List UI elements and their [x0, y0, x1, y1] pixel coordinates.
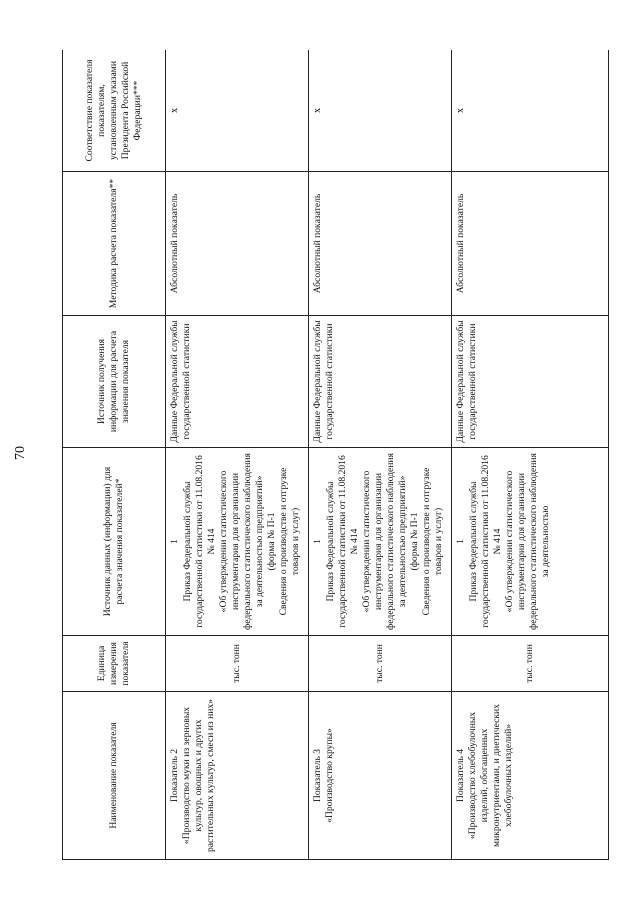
compliance-cell: x	[309, 50, 452, 172]
header-method: Методика расчета показателя**	[63, 172, 166, 316]
table-row	[452, 50, 609, 860]
table-header-row	[63, 50, 166, 860]
source-about: «Об утверждении статистического инструментария для организации федерального статистического наблюдения за деятельностью предприятий»	[217, 453, 265, 630]
source-ref-number: 1	[169, 539, 180, 544]
header-compliance: Соответствие показателя показателям, установленным указами Президента Российской Федерации***	[63, 50, 166, 172]
origin-cell: Данные Федеральной службы государственной статистики	[166, 316, 309, 448]
source-order: Приказ Федеральной службы государственной статистики от 11.08.2016 № 414	[467, 455, 503, 628]
source-order: Приказ Федеральной службы государственной статистики от 11.08.2016 № 414	[181, 455, 217, 628]
unit-cell: тыс. тонн	[452, 636, 609, 692]
indicator-name-cell	[309, 692, 452, 860]
source-cell	[452, 448, 609, 636]
indicator-name-cell	[452, 692, 609, 860]
method-cell: Абсолютный показатель	[166, 172, 309, 316]
indicator-name-cell	[166, 692, 309, 860]
page-number-area	[0, 0, 42, 905]
indicator-name: «Производство муки из зерновых культур, овощных и других растительных культур, смеси из них»	[180, 699, 216, 852]
source-ref-number: 1	[455, 539, 466, 544]
method-cell: Абсолютный показатель	[452, 172, 609, 316]
rotated-table-container	[62, 50, 622, 860]
method-cell: Абсолютный показатель	[309, 172, 452, 316]
unit-cell: тыс. тонн	[309, 636, 452, 692]
indicator-name: «Производство хлебобулочных изделий, обогащенных микронутриентами, и диетических хлебобулочных изделий»	[466, 704, 514, 847]
header-source: Источник данных (информации) для расчета значения показателей*	[63, 448, 166, 636]
table-row	[166, 50, 309, 860]
page-number: 70	[13, 445, 28, 460]
source-about: «Об утверждении статистического инструментария для организации федерального статистического наблюдения за деятельностью	[503, 453, 551, 630]
unit-cell: тыс. тонн	[166, 636, 309, 692]
indicators-table	[62, 50, 609, 860]
document-area	[62, 50, 622, 860]
header-unit: Единица измерения показателя	[63, 636, 166, 692]
source-cell	[166, 448, 309, 636]
indicator-label: Показатель 3	[312, 748, 323, 803]
compliance-cell: x	[452, 50, 609, 172]
indicator-label: Показатель 4	[455, 748, 466, 803]
source-cell	[309, 448, 452, 636]
source-ref-number: 1	[312, 539, 323, 544]
header-name: Наименование показателя	[63, 692, 166, 860]
compliance-cell: x	[166, 50, 309, 172]
source-info: Сведения о производстве и отгрузке товаров и услуг)	[420, 467, 444, 616]
indicator-label: Показатель 2	[169, 748, 180, 803]
source-order: Приказ Федеральной службы государственной статистики от 11.08.2016 № 414	[324, 455, 360, 628]
source-about: «Об утверждении статистического инструментария для организации федерального статистического наблюдения за деятельностью предприятий»	[360, 453, 408, 630]
header-origin: Источник получения информации для расчета значения показателя	[63, 316, 166, 448]
source-form: (форма № П-1	[265, 512, 277, 571]
table-row	[309, 50, 452, 860]
source-info: Сведения о производстве и отгрузке товаров и услуг)	[277, 467, 301, 616]
origin-cell: Данные Федеральной службы государственной статистики	[452, 316, 609, 448]
origin-cell: Данные Федеральной службы государственной статистики	[309, 316, 452, 448]
source-form: (форма № П-1	[408, 512, 420, 571]
indicator-name: «Производство крупы»	[323, 728, 335, 823]
